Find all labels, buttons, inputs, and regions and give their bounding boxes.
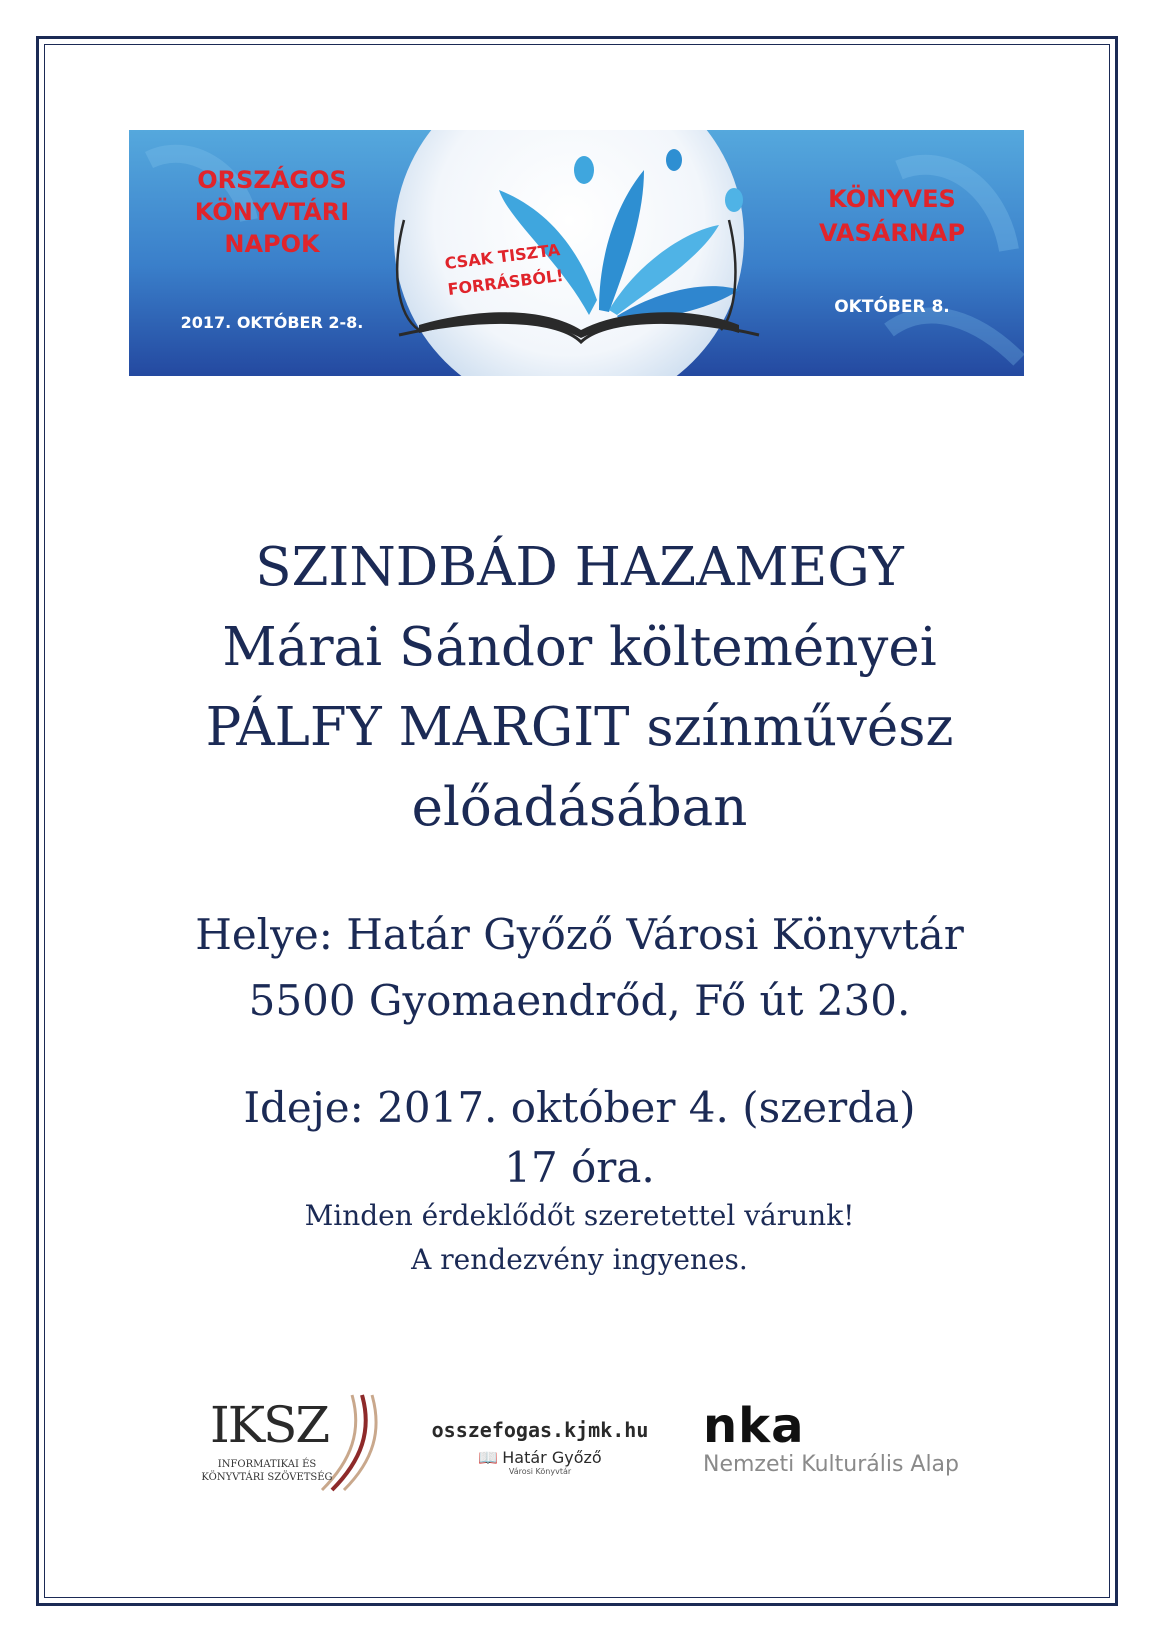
osszefogas-logo [430,1418,650,1498]
banner-slogan: CSAK TISZTA FORRÁSBÓL! [443,240,565,299]
osszefogas-url: osszefogas.kjmk.hu [431,1418,649,1442]
event-banner [129,130,1024,376]
banner-left-date: 2017. OKTÓBER 2-8. [180,313,364,332]
event-time-line2: 17 óra. [504,1143,655,1192]
event-performer: PÁLFY MARGIT színművész [205,697,954,758]
event-note-line1: Minden érdeklődőt szeretettel várunk! [304,1199,855,1232]
event-time-block [60,1078,1099,1198]
event-subtitle: Márai Sándor költeményei [222,617,937,678]
banner-swirl-right-bottom [889,316,1019,360]
event-performer-tail: előadásában [411,777,748,838]
library-subtitle: Városi Könyvtár [508,1467,572,1476]
banner-right-title: KÖNYVES VASÁRNAP [818,185,966,247]
book-icon: 📖 [478,1448,499,1467]
drop-3 [725,188,743,212]
nka-logo [703,1400,993,1480]
event-time-line1: Ideje: 2017. október 4. (szerda) [243,1083,916,1132]
library-name: Határ Győző [502,1448,602,1467]
drop-1 [574,156,594,184]
event-note-block [60,1194,1099,1282]
drop-2 [666,149,682,171]
iksz-letters: IKSZ [210,1396,329,1454]
event-note-line2: A rendezvény ingyenes. [411,1243,748,1276]
event-place-line1: Helye: Határ Győző Városi Könyvtár [195,910,964,959]
nka-mark: nka [703,1398,805,1454]
banner-left-title: ORSZÁGOS KÖNYVTÁRI NAPOK [194,166,350,258]
iksz-logo [172,1390,392,1510]
nka-name: Nemzeti Kulturális Alap [703,1452,960,1477]
event-place-block [60,902,1099,1034]
iksz-subtitle: INFORMATIKAI ÉS KÖNYVTÁRI SZÖVETSÉG [201,1459,333,1483]
banner-right-date: OKTÓBER 8. [834,297,950,317]
library-logo-name [430,1448,650,1467]
event-title-block [60,528,1099,848]
event-place-line2: 5500 Gyomaendrőd, Fő út 230. [248,976,911,1025]
event-title: SZINDBÁD HAZAMEGY [255,537,904,598]
